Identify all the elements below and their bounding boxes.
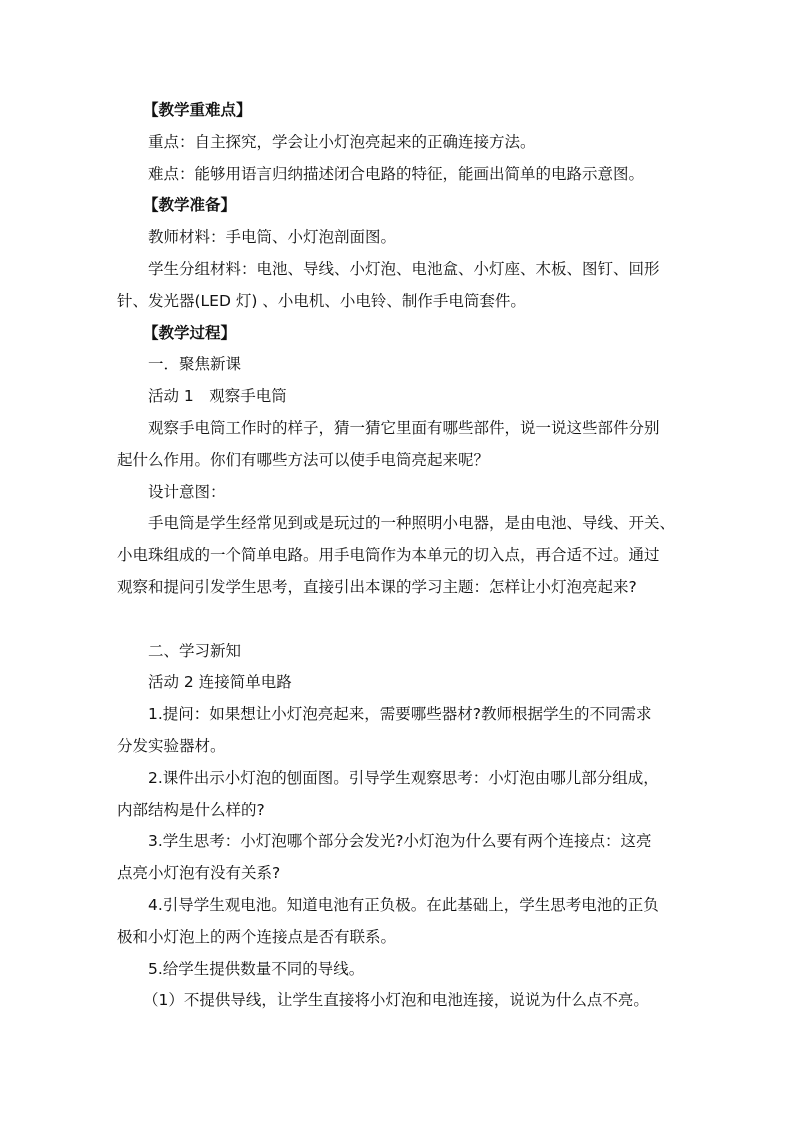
- design-intent-label: 设计意图：: [148, 482, 226, 501]
- subheading-focus-new-lesson: 一．聚焦新课: [148, 355, 242, 374]
- step-3-cont: 点亮小灯泡有没有关系?: [117, 864, 281, 883]
- paragraph-key-point: 重点：自主探究，学会让小灯泡亮起来的正确连接方法。: [148, 132, 536, 151]
- paragraph-observe-flashlight-cont: 起什么作用。你们有哪些方法可以使手电筒亮起来呢？: [117, 450, 490, 469]
- activity-1-title: 活动 1 观察手电筒: [148, 387, 287, 406]
- step-3: 3.学生思考：小灯泡哪个部分会发光?小灯泡为什么要有两个连接点：这亮: [148, 832, 652, 851]
- step-4-cont: 极和小灯泡上的两个连接点是否有联系。: [117, 927, 397, 946]
- paragraph-difficult-point: 难点：能够用语言归纳描述闭合电路的特征，能画出简单的电路示意图。: [148, 164, 645, 183]
- paragraph-design-intent-cont-1: 小电珠组成的一个简单电路。用手电筒作为本单元的切入点，再合适不过。通过: [117, 546, 660, 565]
- section-heading-preparation: 【教学准备】: [143, 196, 237, 215]
- section-heading-key-points: 【教学重难点】: [143, 101, 252, 119]
- paragraph-design-intent-cont-2: 观察和提问引发学生思考，直接引出本课的学习主题：怎样让小灯泡亮起来?: [117, 577, 637, 596]
- step-2-cont: 内部结构是什么样的?: [117, 800, 265, 819]
- paragraph-design-intent: 手电筒是学生经常见到或是玩过的一种照明小电器，是由电池、导线、开关、: [148, 514, 676, 533]
- step-1-cont: 分发实验器材。: [117, 736, 226, 755]
- activity-2-title: 活动 2 连接简单电路: [148, 673, 292, 692]
- document-body: [117, 95, 687, 1017]
- step-2: 2.课件出示小灯泡的刨面图。引导学生观察思考：小灯泡由哪儿部分组成，: [148, 768, 659, 787]
- step-1: 1.提问：如果想让小灯泡亮起来，需要哪些器材?教师根据学生的不同需求: [148, 705, 652, 724]
- subheading-learn-new: 二、学习新知: [148, 641, 242, 660]
- paragraph-observe-flashlight: 观察手电筒工作时的样子，猜一猜它里面有哪些部件，说一说这些部件分别: [148, 418, 660, 437]
- paragraph-student-materials: 学生分组材料：电池、导线、小灯泡、电池盒、小灯座、木板、图钉、回形: [148, 259, 660, 278]
- step-5-sub-1: （1）不提供导线，让学生直接将小灯泡和电池连接，说说为什么点不亮。: [143, 991, 649, 1010]
- section-heading-process: 【教学过程】: [143, 323, 237, 342]
- step-5: 5.给学生提供数量不同的导线。: [148, 959, 365, 978]
- blank-line: [117, 604, 687, 636]
- paragraph-teacher-materials: 教师材料：手电筒、小灯泡剖面图。: [148, 228, 397, 247]
- step-4: 4.引导学生观电池。知道电池有正负极。在此基础上，学生思考电池的正负: [148, 895, 659, 914]
- paragraph-student-materials-cont: 针、发光器(LED 灯) 、小电机、小电铃、制作手电筒套件。: [117, 291, 526, 310]
